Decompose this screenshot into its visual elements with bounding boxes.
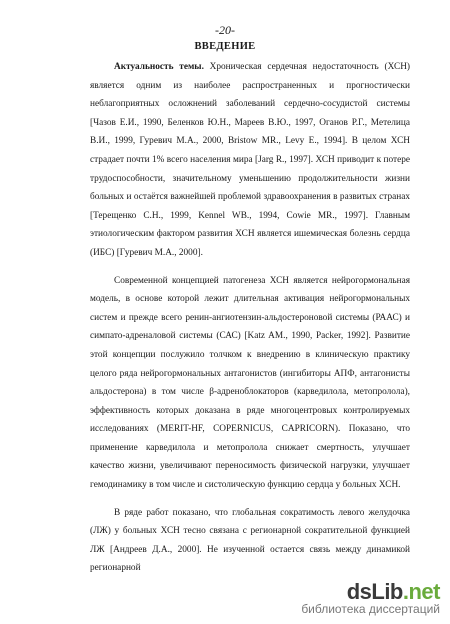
relevance-lead: Актуальность темы. bbox=[114, 62, 204, 72]
paragraph-relevance bbox=[90, 58, 410, 263]
paragraph-text: Хроническая сердечная недостаточность (ХСН) является одним из наиболее распространенных и прогностически неблагоприятных осложнений заболеваний сердечно-сосудистой системы [Чазов Е.И., 1990, Беленков Ю.Н., Мареев В.Ю., 1997, Оганов Р.Г., Метелица В.И., 1999, Гуревич М.А., 2000, Bristow MR., Levy E., 1994]. В целом ХСН страдает почти 1% всего населения мира [Jarg R., 1997]. ХСН приводит к потере трудоспособности, значительному уменьшению продолжительности жизни больных и остаётся важнейшей проблемой здравоохранения в развитых странах [Терещенко С.Н., 1999, Kennel WB., 1994, Cowie MR., 1997]. Главным этиологическим фактором развития ХСН является ишемическая болезнь сердца (ИБС) [Гуревич М.А., 2000]. bbox=[90, 62, 411, 258]
paragraph-text: В ряде работ показано, что глобальная сократимость левого желудочка (ЛЖ) у больных ХСН тесно связана с регионарной сократительной функцией ЛЖ [Андреев Д.А., 2000]. Не изученной остается связь между динамикой регионарной bbox=[90, 507, 410, 574]
document-body bbox=[90, 58, 410, 578]
paragraph-pathogenesis bbox=[90, 272, 410, 495]
section-heading: ВВЕДЕНИЕ bbox=[194, 41, 256, 52]
watermark-logo-tld: .net bbox=[402, 579, 440, 604]
paragraph-contractility bbox=[90, 504, 410, 578]
dslib-watermark bbox=[301, 579, 440, 616]
watermark-subtitle: библиотека диссертаций bbox=[301, 602, 440, 616]
watermark-logo-main: dsLib bbox=[346, 579, 403, 604]
page-number: -20- bbox=[215, 23, 235, 37]
paragraph-text: Современной концепцией патогенеза ХСН является нейрогормональная модель, в основе которой лежит длительная активация нейрогормональных систем и прежде всего ренин-ангиотензин-альдостероновой системы (РААС) и симпато-адреналовой системы (САС) [Katz AM., 1990, Packer, 1992]. Развитие этой концепции послужило толчком к внедрению в клиническую практику целого ряда нейрогормональных антагонистов (ингибиторы АПФ, антагонисты альдостерона) в том числе β-адреноблокаторов (карведилола, метопролола), эффективность которых доказана в ряде многоцентровых контролируемых исследованиях (MERIT-HF, COPERNICUS, CAPRICORN). Показано, что применение карведилола и метопролола снижает смертность, улучшает качество жизни, увеличивают переносимость физической нагрузки, улучшает гемодинамику в том числе и систолическую функцию сердца у больных ХСН. bbox=[90, 275, 410, 491]
